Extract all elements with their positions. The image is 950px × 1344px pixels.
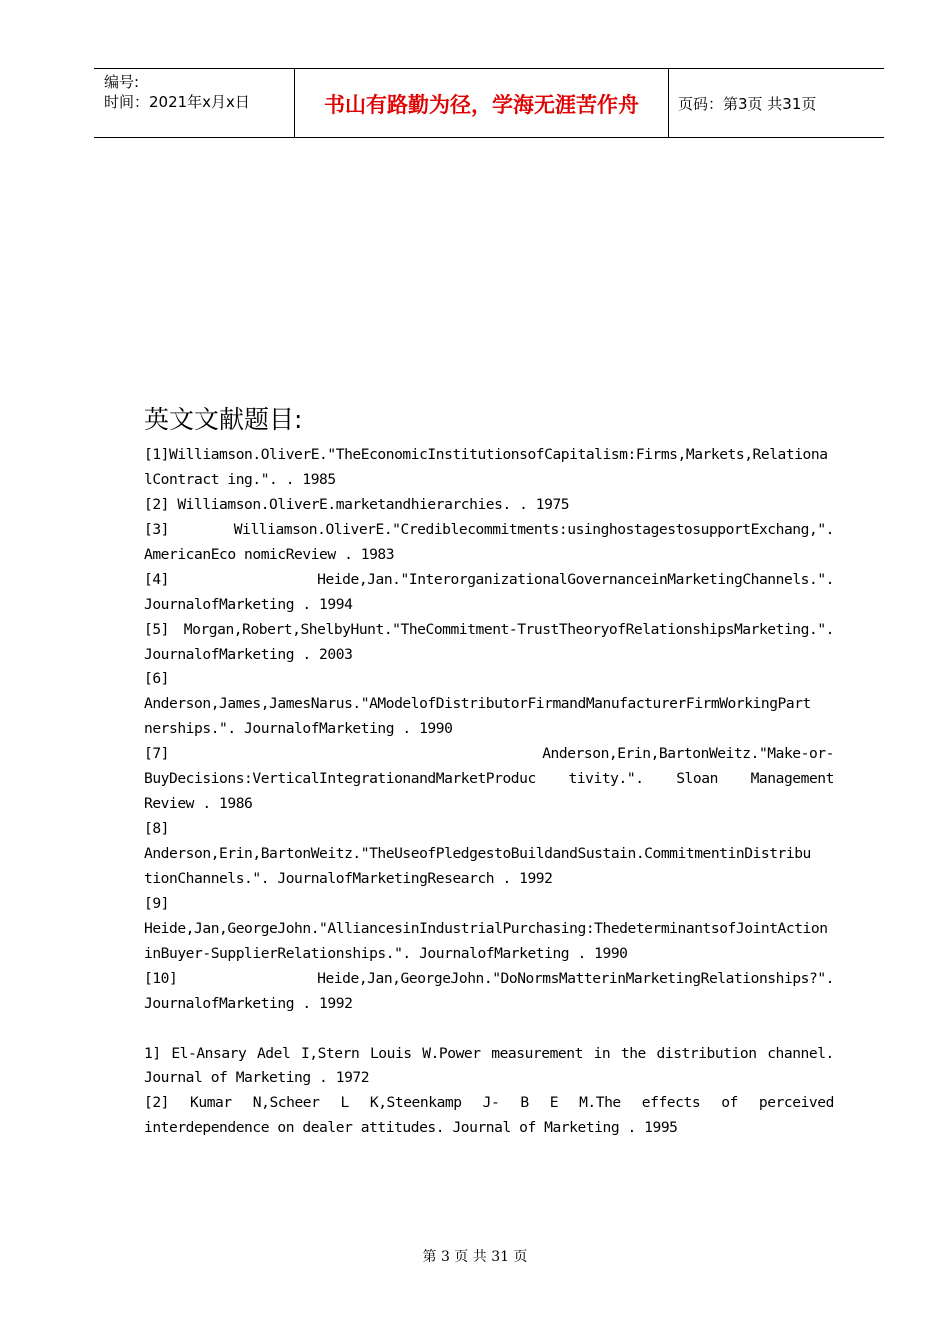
reference-word: K,Steenkamp — [369, 1094, 462, 1112]
reference-word: Adel — [256, 1044, 291, 1062]
reference-word: M.The — [579, 1094, 621, 1112]
header-page-cell — [668, 69, 884, 137]
reference-list — [144, 443, 834, 1141]
spacer — [144, 1017, 834, 1042]
reference-word: the — [620, 1044, 646, 1062]
header-motto-cell — [294, 69, 669, 137]
number-label: 编号: — [104, 73, 140, 91]
reference-line: inBuyer-SupplierRelationships.". JournalofMarketing . 1990 — [144, 944, 628, 962]
reference-line — [144, 767, 834, 792]
reference-line: Journal of Marketing . 1972 — [144, 1069, 370, 1087]
reference-line — [144, 1042, 834, 1067]
reference-word: Louis — [369, 1044, 412, 1062]
reference-line — [144, 568, 834, 593]
reference-word: Kumar — [190, 1094, 232, 1112]
page-footer: 第 3 页 共 31 页 — [422, 1249, 528, 1265]
reference-line: [9] — [144, 894, 170, 912]
page-code: 页码：第3页 共31页 — [678, 95, 817, 113]
reference-number: [4] — [144, 570, 170, 588]
reference-word: 1] — [144, 1044, 161, 1062]
reference-text: Anderson,Erin,BartonWeitz."Make-or- — [542, 745, 834, 763]
reference-line: nerships.". JournalofMarketing . 1990 — [144, 720, 453, 738]
reference-word: measurement — [491, 1044, 583, 1062]
reference-line — [144, 518, 834, 543]
reference-word: El-Ansary — [171, 1044, 247, 1062]
reference-line: JournalofMarketing . 1994 — [144, 595, 353, 613]
reference-word: B — [520, 1094, 529, 1112]
time-label: 时间：2021年x月x日 — [104, 93, 250, 111]
reference-line: interdependence on dealer attitudes. Journal of Marketing . 1995 — [144, 1119, 678, 1137]
reference-text: Morgan,Robert,ShelbyHunt."TheCommitment-TrustTheoryofRelationshipsMarketing.". — [183, 620, 834, 638]
reference-text: Heide,Jan,GeorgeJohn."DoNormsMatterinMarketingRelationships?". — [317, 969, 834, 987]
document-header — [94, 68, 884, 138]
reference-text: Sloan — [676, 770, 718, 788]
reference-word: L — [340, 1094, 349, 1112]
reference-text: Heide,Jan."InterorganizationalGovernanceinMarketingChannels.". — [317, 570, 834, 588]
reference-word: distribution — [656, 1044, 757, 1062]
reference-word: I,Stern — [300, 1044, 360, 1062]
reference-word: N,Scheer — [252, 1094, 320, 1112]
reference-text: Management — [750, 770, 834, 788]
reference-line: JournalofMarketing . 1992 — [144, 994, 353, 1012]
reference-word: [2] — [144, 1094, 170, 1112]
reference-word: of — [721, 1094, 738, 1112]
reference-line: Anderson,Erin,BartonWeitz."TheUseofPledgestoBuildandSustain.CommitmentinDistribu — [144, 845, 811, 862]
reference-line: [8] — [144, 820, 170, 838]
section-heading: 英文文献题目: — [144, 405, 303, 434]
reference-word: in — [593, 1044, 611, 1062]
reference-line: AmericanEco nomicReview . 1983 — [144, 545, 395, 563]
header-left-cell — [94, 69, 294, 137]
reference-word: channel. — [767, 1044, 834, 1062]
reference-line: [6] — [144, 670, 170, 688]
reference-number: [3] — [144, 520, 170, 538]
reference-line: tionChannels.". JournalofMarketingResearch . 1992 — [144, 869, 553, 887]
reference-word: perceived — [758, 1094, 834, 1112]
reference-line — [144, 967, 834, 992]
reference-number: [7] — [144, 745, 170, 763]
reference-line: [2] Williamson.OliverE.marketandhierarchies. . 1975 — [144, 495, 570, 513]
reference-text: Williamson.OliverE."Crediblecommitments:usinghostagestosupportExchang,". — [233, 520, 834, 538]
reference-line — [144, 1091, 834, 1116]
reference-line — [144, 618, 834, 643]
motto-text: 书山有路勤为径，学海无涯苦作舟 — [324, 92, 639, 117]
reference-line: Anderson,James,JamesNarus."AModelofDistributorFirmandManufacturerFirmWorkingPart — [144, 695, 811, 713]
reference-text: BuyDecisions:VerticalIntegrationandMarketProduc — [144, 770, 536, 788]
reference-number: [10] — [144, 969, 178, 987]
reference-word: W.Power — [422, 1044, 481, 1062]
reference-line: Heide,Jan,GeorgeJohn."AlliancesinIndustrialPurchasing:ThedeterminantsofJointAction — [144, 919, 828, 937]
reference-text: tivity.". — [568, 770, 644, 788]
reference-number: [5] — [144, 620, 170, 638]
reference-word: E — [549, 1094, 559, 1112]
reference-line — [144, 742, 834, 767]
reference-line: Review . 1986 — [144, 795, 253, 813]
reference-word: effects — [641, 1094, 701, 1112]
reference-line: JournalofMarketing . 2003 — [144, 645, 353, 663]
reference-line: [1]Williamson.OliverE."TheEconomicInstitutionsofCapitalism:Firms,Markets,Relationa — [144, 446, 828, 463]
reference-line: lContract ing.". . 1985 — [144, 470, 336, 488]
reference-word: J- — [482, 1094, 500, 1112]
